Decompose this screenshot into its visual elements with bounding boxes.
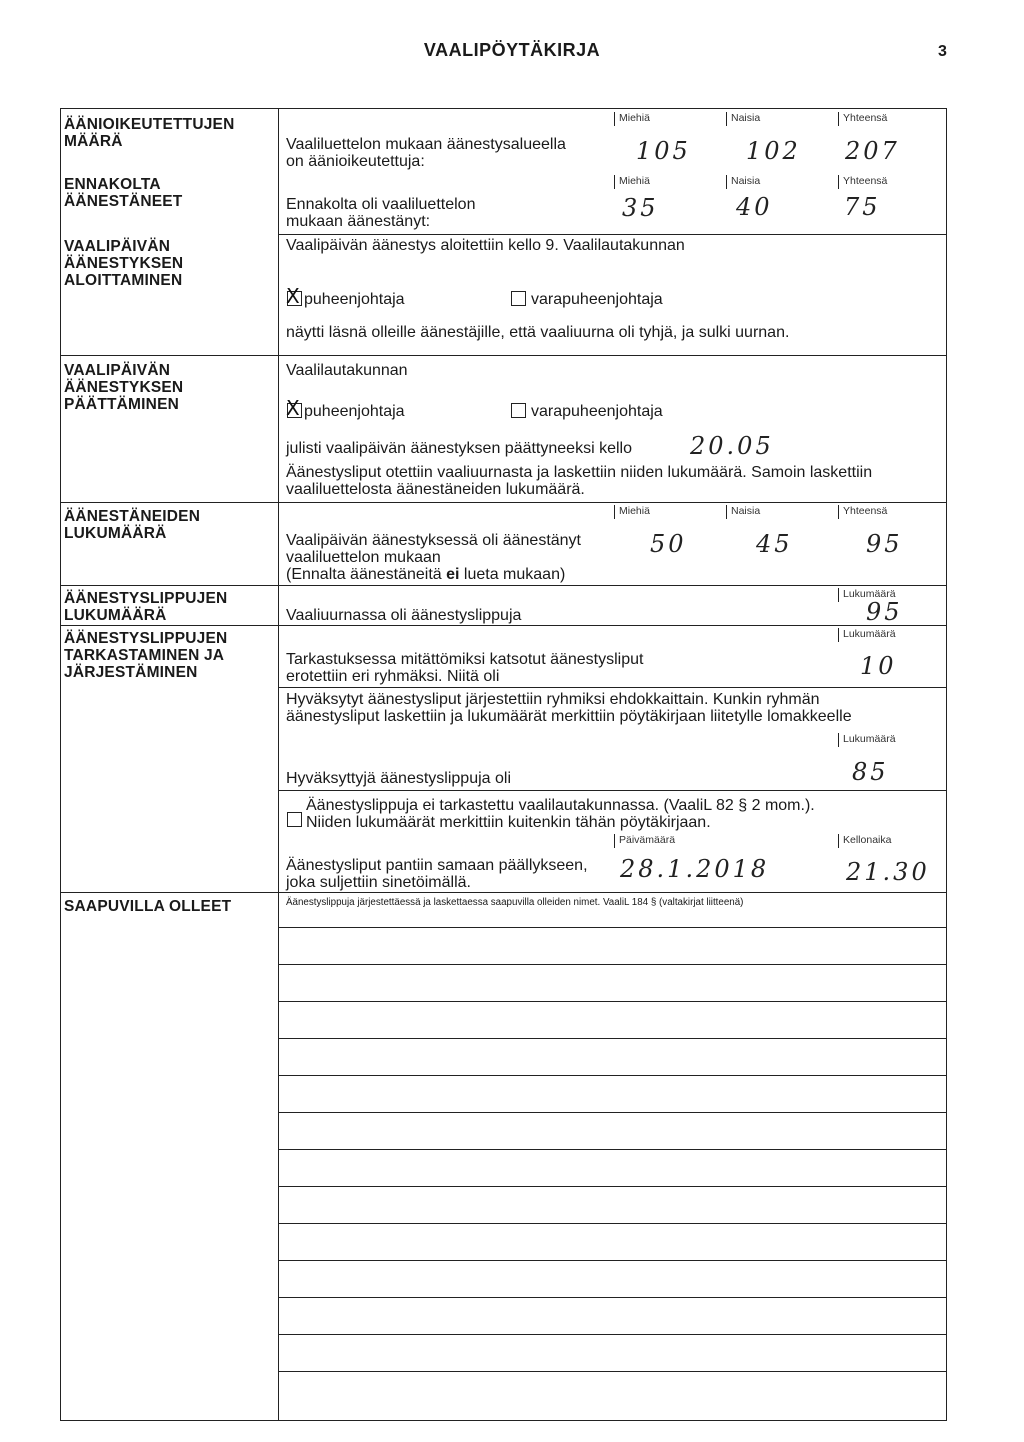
voters-total-value: 95 <box>866 530 903 558</box>
end-committee-text: Vaalilautakunnan <box>286 362 408 379</box>
grouped-text: Hyväksytyt äänestysliput järjestettiin ryhmiksi ehdokkaittain. Kunkin ryhmän äänestysliput laskettiin ja lukumäärät merkittiin pöytäkirjaan liitetylle lomakkeelle <box>286 691 852 725</box>
row-rule <box>278 687 947 688</box>
accepted-text: Hyväksyttyjä äänestyslippuja oli <box>286 770 511 787</box>
eligible-total-value: 207 <box>845 137 900 165</box>
ballots-text: Vaaliuurnassa oli äänestyslippuja <box>286 607 522 624</box>
label-men: Miehiä <box>614 112 650 126</box>
label-women: Naisia <box>726 112 760 126</box>
voters-note-bold: ei <box>446 566 460 583</box>
start-chair-label: puheenjohtaja <box>304 291 405 308</box>
advance-women-value: 40 <box>736 193 773 221</box>
name-line <box>278 1149 947 1150</box>
page-number: 3 <box>938 43 947 60</box>
not-checked-checkbox[interactable] <box>287 812 302 827</box>
section-start-title: VAALIPÄIVÄN ÄÄNESTYKSEN ALOITTAMINEN <box>64 238 184 289</box>
section-present-title: SAAPUVILLA OLLEET <box>64 898 232 915</box>
name-line <box>278 1075 947 1076</box>
label-count: Lukumäärä <box>838 588 896 602</box>
name-line <box>278 1371 947 1372</box>
section-voters-title: ÄÄNESTÄNEIDEN LUKUMÄÄRÄ <box>64 508 201 542</box>
name-line <box>278 964 947 965</box>
section-ballots-title: ÄÄNESTYSLIPPUJEN LUKUMÄÄRÄ <box>64 590 228 624</box>
section-rule <box>60 892 947 893</box>
name-line <box>278 1260 947 1261</box>
voters-text: Vaalipäivän äänestyksessä oli äänestänyt vaaliluettelon mukaan <box>286 532 581 566</box>
label-count: Lukumäärä <box>838 733 896 747</box>
not-checked-text: Äänestyslippuja ei tarkastettu vaalilautakunnassa. (VaaliL 82 § 2 mom.). Niiden lukumäärät merkittiin kuitenkin tähän pöytäkirjaan. <box>306 797 815 831</box>
sealed-time-value: 21.30 <box>846 858 930 886</box>
start-text: Vaalipäivän äänestys aloitettiin kello 9. Vaalilautakunnan <box>286 237 685 254</box>
start-chair-checkbox[interactable] <box>287 291 302 306</box>
advance-total-value: 75 <box>844 193 881 221</box>
column-divider <box>278 108 279 1421</box>
section-rule <box>60 355 947 356</box>
end-chair-checkbox[interactable] <box>287 403 302 418</box>
name-line <box>278 1297 947 1298</box>
name-line <box>278 1186 947 1187</box>
sealed-date-value: 28.1.2018 <box>620 855 770 883</box>
label-women: Naisia <box>726 505 760 519</box>
section-rule <box>60 585 947 586</box>
label-women: Naisia <box>726 175 760 189</box>
start-vice-chair-label: varapuheenjohtaja <box>531 291 663 308</box>
section-eligible-title: ÄÄNIOIKEUTETTUJEN MÄÄRÄ <box>64 116 235 150</box>
section-rule <box>60 502 947 503</box>
name-line <box>278 1334 947 1335</box>
name-line <box>278 1001 947 1002</box>
invalid-count-value: 10 <box>860 652 897 680</box>
name-line <box>278 1223 947 1224</box>
start-closing-text: näytti läsnä olleille äänestäjille, että vaaliuurna oli tyhjä, ja sulki uurnan. <box>286 324 790 341</box>
name-line <box>278 1038 947 1039</box>
end-chair-label: puheenjohtaja <box>304 403 405 420</box>
end-vice-chair-checkbox[interactable] <box>511 403 526 418</box>
label-men: Miehiä <box>614 505 650 519</box>
end-time-value: 20.05 <box>690 432 774 460</box>
section-end-title: VAALIPÄIVÄN ÄÄNESTYKSEN PÄÄTTÄMINEN <box>64 362 184 413</box>
name-line <box>278 927 947 928</box>
voters-note-suffix: lueta mukaan) <box>459 566 566 583</box>
eligible-men-value: 105 <box>636 137 691 165</box>
name-line <box>278 1112 947 1113</box>
page-title: VAALIPÖYTÄKIRJA <box>423 40 601 60</box>
accepted-count-value: 85 <box>852 758 889 786</box>
voters-note <box>286 566 565 583</box>
section-rule <box>60 625 947 626</box>
end-counting-text: Äänestysliput otettiin vaaliuurnasta ja laskettiin niiden lukumäärä. Samoin laskettiin vaaliluettelosta äänestäneiden lukumäärä. <box>286 464 873 498</box>
start-vice-chair-checkbox[interactable] <box>511 291 526 306</box>
present-instructions: Äänestyslippuja järjestettäessä ja laskettaessa saapuvilla olleiden nimet. VaaliL 184 § (valtakirjat liitteenä) <box>286 897 744 908</box>
section-advance-title: ENNAKOLTA ÄÄNESTÄNEET <box>64 176 183 210</box>
section-check-title: ÄÄNESTYSLIPPUJEN TARKASTAMINEN JA JÄRJESTÄMINEN <box>64 630 228 681</box>
label-total: Yhteensä <box>838 112 887 126</box>
form-frame <box>60 108 947 1421</box>
advance-text: Ennakolta oli vaaliluettelon mukaan äänestänyt: <box>286 196 476 230</box>
advance-men-value: 35 <box>622 194 659 222</box>
row-rule <box>278 234 947 235</box>
ballots-count-value: 95 <box>866 598 903 626</box>
row-rule <box>278 790 947 791</box>
voters-men-value: 50 <box>650 530 687 558</box>
label-time: Kellonaika <box>838 834 891 848</box>
voters-note-prefix: (Ennalta äänestäneitä <box>286 566 447 583</box>
invalid-text: Tarkastuksessa mitättömiksi katsotut äänestysliput erotettiin eri ryhmäksi. Niitä oli <box>286 651 644 685</box>
eligible-text: Vaaliluettelon mukaan äänestysalueella on äänioikeutettuja: <box>286 136 566 170</box>
eligible-women-value: 102 <box>746 137 801 165</box>
label-total: Yhteensä <box>838 505 887 519</box>
label-count: Lukumäärä <box>838 628 896 642</box>
label-total: Yhteensä <box>838 175 887 189</box>
label-date: Päivämäärä <box>614 834 675 848</box>
sealed-text: Äänestysliput pantiin samaan päällykseen, joka suljettiin sinetöimällä. <box>286 857 588 891</box>
label-men: Miehiä <box>614 175 650 189</box>
end-vice-chair-label: varapuheenjohtaja <box>531 403 663 420</box>
voters-women-value: 45 <box>756 530 793 558</box>
end-declared-text: julisti vaalipäivän äänestyksen päättyneeksi kello <box>286 440 632 457</box>
